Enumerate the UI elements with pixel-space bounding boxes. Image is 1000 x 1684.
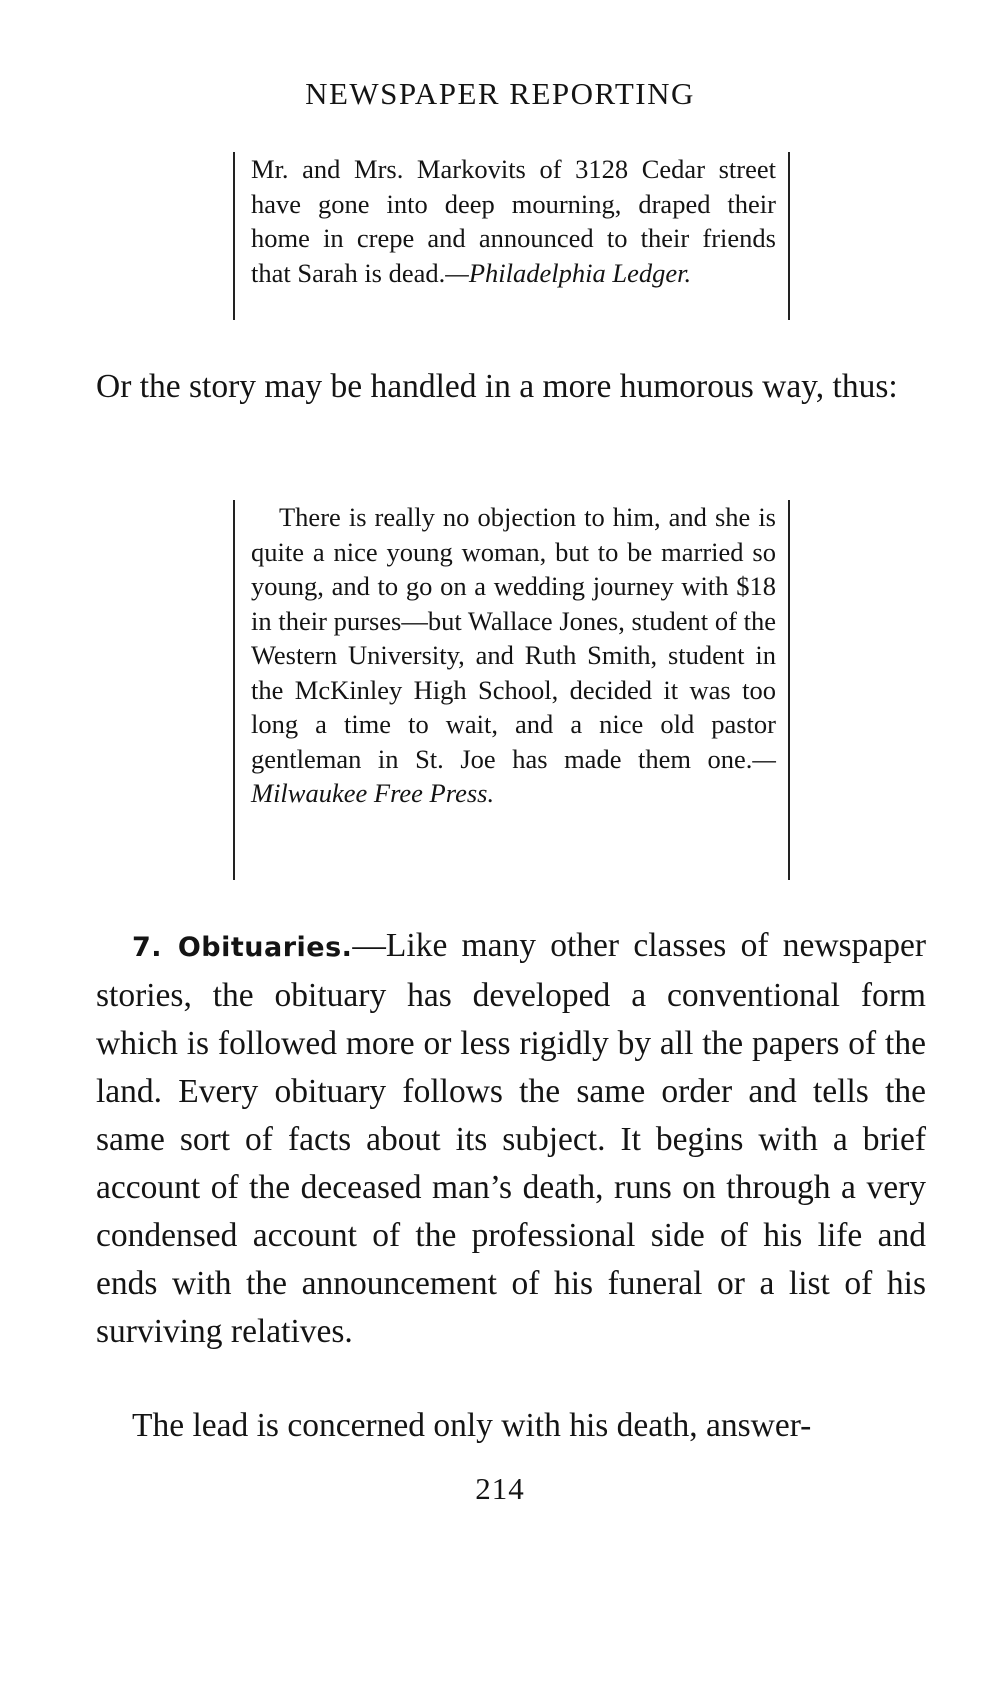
lead-text: The lead is concerned only with his death, answer- <box>132 1407 812 1444</box>
quote-paragraph <box>251 152 776 290</box>
quote-source: —Philadelphia Ledger. <box>445 257 692 288</box>
quoted-clipping-milwaukee <box>233 500 790 880</box>
quote-paragraph <box>251 500 776 811</box>
quote-text: There is really no objection to him, and she is quite a nice young woman, but to be married so young, and to go on a wedding journey with $18 in their purses—but Wallace Jones, student of the Western University, and Ruth Smith, student in the McKinley High School, decided it was too long a time to wait, and a nice old pastor gentleman in St. Joe has made them one. <box>251 502 776 774</box>
running-head: NEWSPAPER REPORTING <box>305 76 695 111</box>
quote-source: —Milwaukee Free Press. <box>251 743 776 808</box>
section-text: —Like many other classes of newspaper stories, the obituary has developed a conventional form which is followed more or less rigidly by all the papers of the land. Every obituary follows the same order and tells the same sort of facts about its subject. It begins with a brief account of the deceased man’s death, runs on through a very condensed account of the professional side of his life and ends with the announcement of his funeral or a list of his surviving relatives. <box>96 927 926 1350</box>
intro-paragraph <box>96 363 926 411</box>
intro-text: Or the story may be handled in a more humorous way, thus: <box>96 368 898 405</box>
section-paragraph <box>96 922 926 1356</box>
page-number: 214 <box>475 1471 525 1506</box>
quote-text: Mr. and Mrs. Markovits of 3128 Cedar street have gone into deep mourning, draped their home in crepe and announced to their friends that Sarah is dead. <box>251 154 776 288</box>
section-heading: 7. Obituaries. <box>132 932 353 963</box>
lead-paragraph <box>96 1402 926 1450</box>
obituaries-section <box>96 922 926 1356</box>
quoted-clipping-philadelphia <box>233 152 790 320</box>
